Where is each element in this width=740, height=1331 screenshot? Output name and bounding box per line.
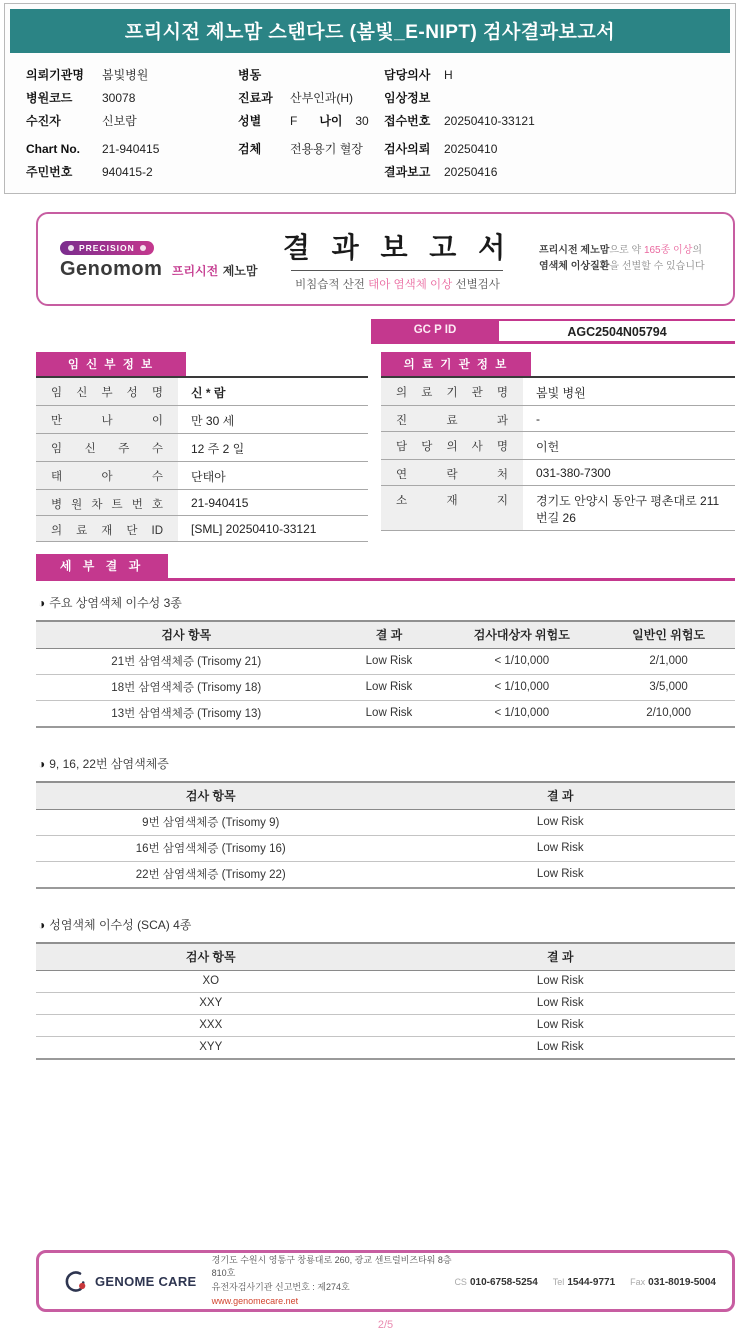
table-row — [381, 406, 735, 432]
tel-contact: Tel 1544-9771 — [552, 1277, 616, 1289]
brand-korean-dark: 제노맘 — [222, 263, 258, 278]
field-value: 신보람 — [102, 114, 137, 128]
clinic-info-table — [381, 352, 735, 542]
population-risk: 2/10,000 — [602, 701, 735, 728]
field-value: 21-940415 — [102, 141, 160, 156]
row-value: [SML] 20250410-33121 — [191, 522, 317, 536]
subsection-title-trisomy-9-16-22: ◑ 9, 16, 22번 삼염색체증 — [38, 757, 169, 772]
column-header: 검사 항목 — [36, 943, 386, 971]
column-header: 결 과 — [386, 943, 736, 971]
patient-field — [384, 138, 726, 159]
half-circle-bullet-icon: ◑ — [38, 757, 46, 772]
table-row — [36, 971, 735, 993]
field-value: 20250410-33121 — [444, 113, 535, 128]
table-row — [381, 486, 735, 531]
row-label: 진 료 과 — [381, 406, 523, 431]
brand-name: Genomom — [60, 257, 163, 280]
table-row — [36, 516, 368, 542]
table-row — [381, 460, 735, 486]
table-row — [381, 378, 735, 406]
patient-field — [26, 110, 238, 131]
patient-field — [26, 161, 238, 182]
test-item: XXX — [36, 1015, 386, 1037]
field-value: 20250416 — [444, 164, 498, 179]
field-label: 성별 — [238, 114, 262, 128]
footer-brand-name: GENOME CARE — [95, 1273, 197, 1289]
row-value: 031-380-7300 — [536, 466, 611, 480]
field-label: 접수번호 — [384, 114, 431, 128]
half-circle-bullet-icon: ◑ — [38, 596, 46, 611]
row-label: 담 당 의 사 명 — [381, 432, 523, 459]
report-title-bar: 프리시전 제노맘 스탠다드 (봄빛_E-NIPT) 검사결과보고서 — [10, 9, 730, 53]
patient-field — [26, 138, 238, 159]
patient-field — [384, 87, 726, 108]
autosome-results-table — [36, 620, 735, 728]
field-value: 산부인과(H) — [290, 91, 354, 105]
field-value: 전용용기 혈장 — [290, 142, 363, 156]
report-subtitle: 비침습적 산전 태아 염색체 이상 선별검사 — [295, 279, 500, 291]
row-value: - — [536, 412, 540, 426]
precision-badge: PRECISION — [60, 241, 154, 255]
patient-header-block — [4, 3, 736, 194]
row-label: 임 신 부 성 명 — [36, 378, 178, 405]
patient-field — [26, 64, 238, 85]
mother-info-header: 임 신 부 정 보 — [36, 352, 186, 376]
result-value: Low Risk — [337, 675, 442, 701]
report-hero-box — [36, 212, 735, 306]
subject-risk: < 1/10,000 — [441, 701, 602, 728]
test-item: XO — [36, 971, 386, 993]
result-value: Low Risk — [337, 649, 442, 675]
table-row — [36, 1015, 735, 1037]
page-number: 2/5 — [377, 1319, 394, 1331]
field-value: 20250410 — [444, 141, 498, 156]
column-header: 검사 항목 — [36, 621, 337, 649]
page-title: 결 과 보 고 서 — [282, 232, 513, 263]
subject-risk: < 1/10,000 — [441, 675, 602, 701]
test-item: 16번 삼염색체증 (Trisomy 16) — [36, 836, 386, 862]
row-value: 12 주 2 일 — [191, 442, 245, 456]
subject-risk: < 1/10,000 — [441, 649, 602, 675]
sca-results-table — [36, 942, 735, 1060]
table-row — [36, 462, 368, 490]
field-value: 30078 — [102, 90, 136, 105]
test-item: 9번 삼염색체증 (Trisomy 9) — [36, 810, 386, 836]
patient-field — [238, 138, 384, 159]
mother-info-table — [36, 352, 368, 542]
table-row — [36, 378, 368, 406]
table-row — [36, 701, 735, 728]
row-label: 태 아 수 — [36, 462, 178, 489]
row-value: 신 * 람 — [191, 386, 226, 400]
result-value: Low Risk — [386, 862, 736, 889]
field-value: 30 — [355, 113, 369, 128]
table-row — [36, 649, 735, 675]
test-item: XXY — [36, 993, 386, 1015]
trisomy-9-16-22-table — [36, 781, 735, 889]
row-value: 봄빛 병원 — [536, 386, 586, 400]
table-row — [36, 434, 368, 462]
report-document — [36, 212, 735, 1331]
subsection-title-autosome: ◑ 주요 상염색체 이수성 3종 — [38, 596, 182, 611]
report-main-title — [283, 226, 512, 292]
result-value: Low Risk — [386, 1037, 736, 1060]
fax-contact: Fax 031-8019-5004 — [630, 1277, 716, 1289]
row-value: 만 30 세 — [191, 414, 235, 428]
row-value: 21-940415 — [191, 496, 249, 510]
patient-field — [26, 87, 238, 108]
test-item: XYY — [36, 1037, 386, 1060]
field-label: 검체 — [238, 142, 262, 156]
empty-space — [36, 1060, 735, 1250]
column-header: 결 과 — [386, 782, 736, 810]
title-divider — [291, 270, 503, 271]
row-label: 연 락 처 — [381, 460, 523, 485]
row-label: 의 료 재 단 ID — [36, 516, 178, 541]
field-label: 진료과 — [238, 91, 273, 105]
table-row — [381, 432, 735, 460]
population-risk: 2/1,000 — [602, 649, 735, 675]
field-label: 결과보고 — [384, 165, 431, 179]
footer-address-block — [212, 1254, 455, 1310]
field-label: 임상정보 — [384, 91, 431, 105]
test-item: 21번 삼염색체증 (Trisomy 21) — [36, 649, 337, 675]
gc-mark-icon — [59, 1268, 89, 1295]
patient-field — [384, 161, 726, 182]
field-value: 봄빛병원 — [102, 68, 149, 82]
patient-field — [238, 110, 384, 131]
info-tables — [36, 352, 735, 542]
field-label: 검사의뢰 — [384, 142, 431, 156]
field-label: 주민번호 — [26, 165, 73, 179]
footer — [36, 1250, 735, 1312]
field-value: 940415-2 — [102, 164, 153, 179]
test-item: 22번 삼염색체증 (Trisomy 22) — [36, 862, 386, 889]
test-item: 18번 삼염색체증 (Trisomy 18) — [36, 675, 337, 701]
field-label: 수진자 — [26, 114, 61, 128]
table-row — [36, 836, 735, 862]
detail-results-section-header — [36, 554, 735, 581]
test-item: 13번 삼염색체증 (Trisomy 13) — [36, 701, 337, 728]
patient-field — [238, 87, 384, 108]
footer-contacts — [454, 1272, 716, 1290]
row-value: 이헌 — [536, 440, 560, 454]
field-label: Chart No. — [26, 141, 80, 156]
row-value: 경기도 안양시 동안구 평촌대로 211번길 26 — [536, 494, 720, 525]
patient-field — [384, 110, 726, 131]
footer-website-link: www.genomecare.net — [211, 1296, 299, 1307]
patient-field — [384, 64, 726, 85]
half-circle-bullet-icon: ◑ — [38, 918, 46, 933]
result-value: Low Risk — [386, 836, 736, 862]
table-row — [36, 490, 368, 516]
table-header-row — [36, 782, 735, 810]
row-label: 임 신 주 수 — [36, 434, 178, 461]
result-value: Low Risk — [386, 971, 736, 993]
field-label: 나이 — [319, 114, 343, 128]
patient-field — [238, 64, 384, 85]
result-value: Low Risk — [386, 993, 736, 1015]
row-label: 병 원 차 트 번 호 — [36, 490, 178, 515]
table-row — [36, 862, 735, 889]
result-value: Low Risk — [386, 1015, 736, 1037]
table-row — [36, 810, 735, 836]
field-value: H — [444, 67, 453, 82]
patient-col-left — [26, 62, 238, 182]
column-header: 결 과 — [337, 621, 442, 649]
genomom-logo — [60, 238, 256, 281]
genome-care-logo — [59, 1268, 198, 1295]
field-label: 의뢰기관명 — [26, 68, 84, 82]
clinic-info-header: 의 료 기 관 정 보 — [381, 352, 531, 376]
field-label: 병동 — [238, 68, 262, 82]
field-label: 담당의사 — [384, 68, 431, 82]
row-label: 소 재 지 — [381, 486, 523, 530]
row-value: 단태아 — [191, 470, 226, 484]
table-row — [36, 675, 735, 701]
row-label: 의 료 기 관 명 — [381, 378, 523, 405]
gcpid-row — [36, 319, 735, 344]
row-label: 만 나 이 — [36, 406, 178, 433]
patient-col-middle — [238, 62, 384, 182]
column-header: 검사 항목 — [36, 782, 386, 810]
field-value: F — [290, 113, 298, 128]
report-description: 프리시전 제노맘으로 약 165종 이상의 염색체 이상질환을 선별할 수 있습니다 — [538, 244, 705, 272]
brand-korean-pink: 프리시전 — [171, 263, 219, 278]
result-value: Low Risk — [386, 810, 736, 836]
result-value: Low Risk — [337, 701, 442, 728]
section-title: 세 부 결 과 — [36, 554, 168, 578]
footer-address-line2: 유전자검사기관 신고번호 : 제274호 — [211, 1282, 350, 1293]
table-header-row — [36, 943, 735, 971]
gcpid-value: AGC2504N05794 — [499, 319, 735, 344]
column-header: 검사대상자 위험도 — [441, 621, 602, 649]
gcpid-label: GC P ID — [371, 319, 499, 344]
table-header-row — [36, 621, 735, 649]
table-row — [36, 1037, 735, 1060]
patient-col-right — [384, 62, 726, 182]
patient-info-grid — [10, 53, 730, 188]
table-row — [36, 993, 735, 1015]
population-risk: 3/5,000 — [602, 675, 735, 701]
subsection-title-sca: ◑ 성염색체 이수성 (SCA) 4종 — [38, 918, 192, 933]
field-label: 병원코드 — [26, 91, 73, 105]
column-header: 일반인 위험도 — [602, 621, 735, 649]
footer-address-line1: 경기도 수원시 영통구 창룡대로 260, 광교 센트럴비즈타워 8층 810호 — [211, 1254, 452, 1279]
table-row — [36, 406, 368, 434]
cs-contact: CS 010-6758-5254 — [454, 1277, 538, 1289]
